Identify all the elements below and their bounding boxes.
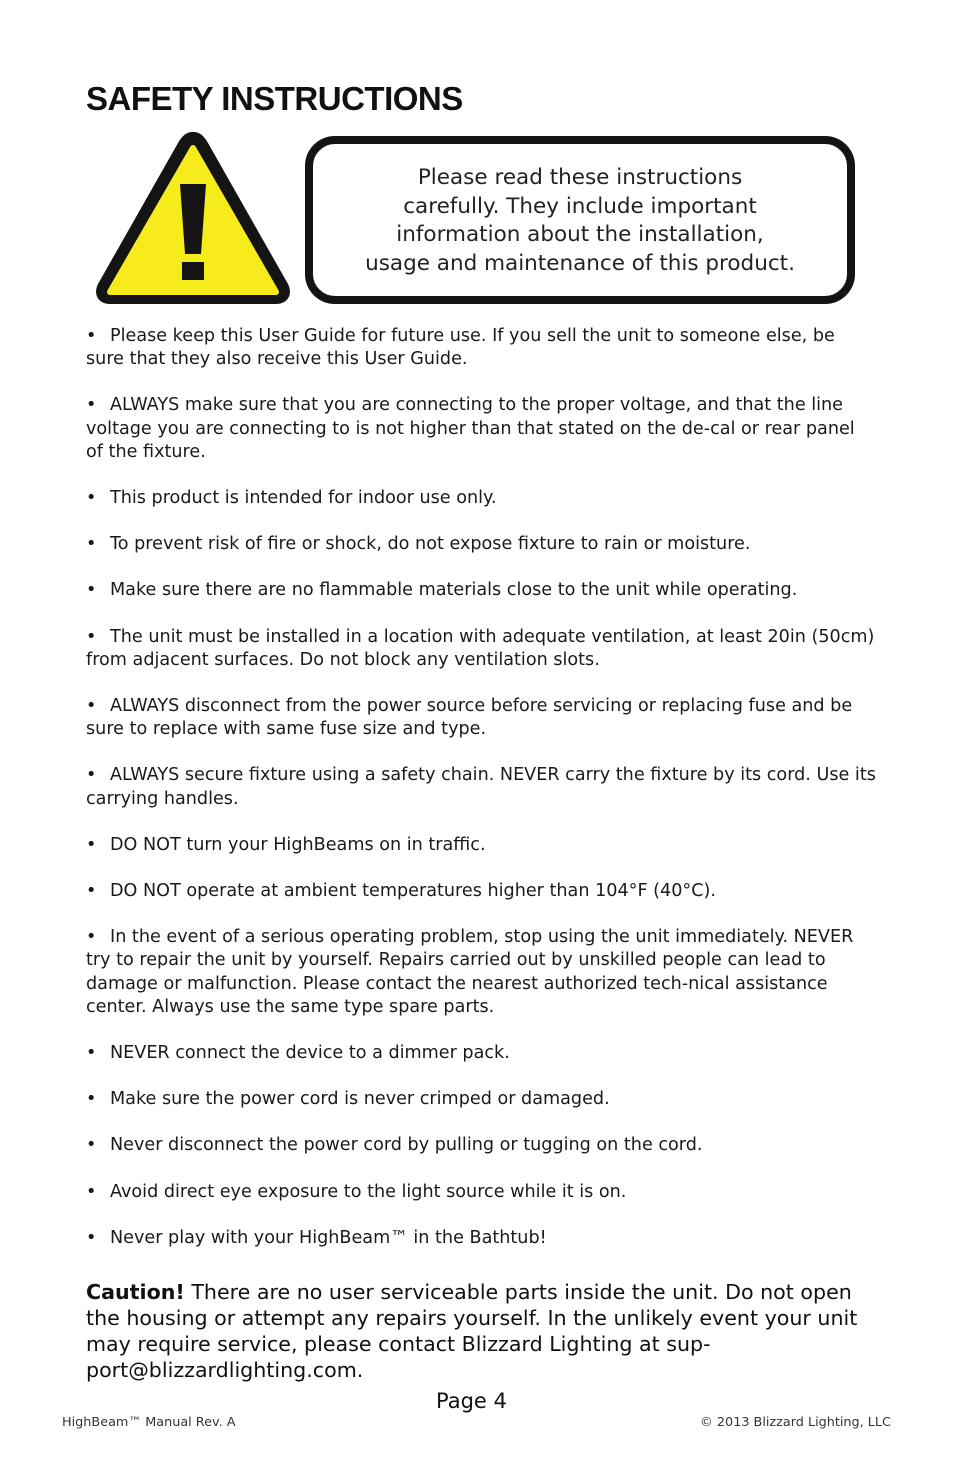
safety-bullet-list (86, 325, 876, 1273)
page-title: SAFETY INSTRUCTIONS (86, 80, 463, 117)
notice-line: usage and maintenance of this product. (365, 250, 795, 276)
bullet-dot: • (86, 696, 97, 717)
safety-bullet (86, 1181, 876, 1204)
safety-bullet (86, 695, 876, 741)
footer-manual-title: HighBeam™ Manual Rev. A (62, 1415, 236, 1430)
safety-bullet (86, 325, 876, 371)
safety-bullet (86, 626, 876, 672)
bullet-dot: • (86, 1135, 97, 1156)
bullet-dot: • (86, 626, 97, 647)
notice-line: information about the installation, (396, 222, 764, 247)
safety-bullet (86, 487, 876, 510)
bullet-text: Please keep this User Guide for future use. If you sell the unit to someone else, be sure that they also receive this User Guide. (86, 326, 835, 370)
bullet-dot: • (86, 395, 97, 416)
safety-bullet (86, 579, 876, 602)
safety-bullet (86, 764, 876, 810)
bullet-dot: • (86, 765, 97, 786)
bullet-text: ALWAYS disconnect from the power source before servicing or replacing fuse and be sure to replace with same fuse size and type. (86, 696, 853, 740)
bullet-dot: • (86, 580, 97, 601)
notice-line: carefully. They include important (403, 193, 757, 219)
safety-bullet (86, 1134, 876, 1157)
read-instructions-notice (305, 136, 855, 304)
caution-text: There are no user serviceable parts inside the unit. Do not open the housing or attempt any repairs yourself. In the unlikely event your unit may require service, please contact Blizzard Lighting at sup-port@blizzardlighting.com. (86, 1280, 858, 1382)
bullet-text: Avoid direct eye exposure to the light source while it is on. (110, 1181, 627, 1202)
safety-bullet (86, 834, 876, 857)
bullet-text: Never play with your HighBeam™ in the Bathtub! (110, 1227, 547, 1248)
bullet-text: DO NOT turn your HighBeams on in traffic. (110, 834, 486, 855)
bullet-dot: • (86, 488, 97, 509)
bullet-dot: • (86, 881, 97, 902)
footer-copyright: © 2013 Blizzard Lighting, LLC (700, 1415, 891, 1430)
bullet-dot: • (86, 927, 97, 948)
bullet-dot: • (86, 534, 97, 555)
bullet-dot: • (86, 834, 97, 855)
caution-label: Caution! (86, 1280, 185, 1304)
bullet-dot: • (86, 1181, 97, 1202)
notice-line: Please read these instructions (417, 165, 743, 190)
page-number: Page 4 (436, 1389, 507, 1413)
bullet-text: DO NOT operate at ambient temperatures higher than 104°F (40°C). (110, 881, 716, 902)
bullet-text: In the event of a serious operating problem, stop using the unit immediately. NEVER try to repair the unit by yourself. Repairs carried out by unskilled people can lead to damage or malfunction. Please contact the nearest authorized tech-nical assistance center. Always use the same type spare parts. (86, 927, 854, 1017)
bullet-text: Make sure there are no flammable materials close to the unit while operating. (110, 580, 798, 601)
bullet-text: This product is intended for indoor use only. (110, 488, 497, 509)
bullet-text: To prevent risk of fire or shock, do not expose fixture to rain or moisture. (110, 534, 751, 555)
safety-bullet (86, 394, 876, 464)
bullet-text: Never disconnect the power cord by pulling or tugging on the cord. (110, 1135, 703, 1156)
safety-bullet (86, 1042, 876, 1065)
bullet-dot: • (86, 1089, 97, 1110)
bullet-dot: • (86, 1227, 97, 1248)
bullet-text: ALWAYS make sure that you are connecting to the proper voltage, and that the line voltage you are connecting to is not higher than that stated on the de-cal or rear panel of the fixture. (86, 395, 855, 462)
bullet-text: ALWAYS secure fixture using a safety chain. NEVER carry the fixture by its cord. Use its carrying handles. (86, 765, 876, 809)
bullet-dot: • (86, 1043, 97, 1064)
caution-paragraph (86, 1279, 876, 1383)
safety-bullet (86, 1088, 876, 1111)
safety-bullet (86, 880, 876, 903)
safety-bullet (86, 926, 876, 1019)
exclamation-warning-triangle-icon (90, 126, 296, 310)
bullet-dot: • (86, 326, 97, 346)
safety-bullet (86, 1227, 876, 1250)
bullet-text: NEVER connect the device to a dimmer pack. (110, 1043, 510, 1064)
safety-bullet (86, 533, 876, 556)
bullet-text: Make sure the power cord is never crimped or damaged. (110, 1089, 610, 1110)
notice-text (365, 162, 795, 278)
bullet-text: The unit must be installed in a location with adequate ventilation, at least 20in (50cm) from adjacent surfaces. Do not block any ventilation slots. (86, 626, 875, 670)
